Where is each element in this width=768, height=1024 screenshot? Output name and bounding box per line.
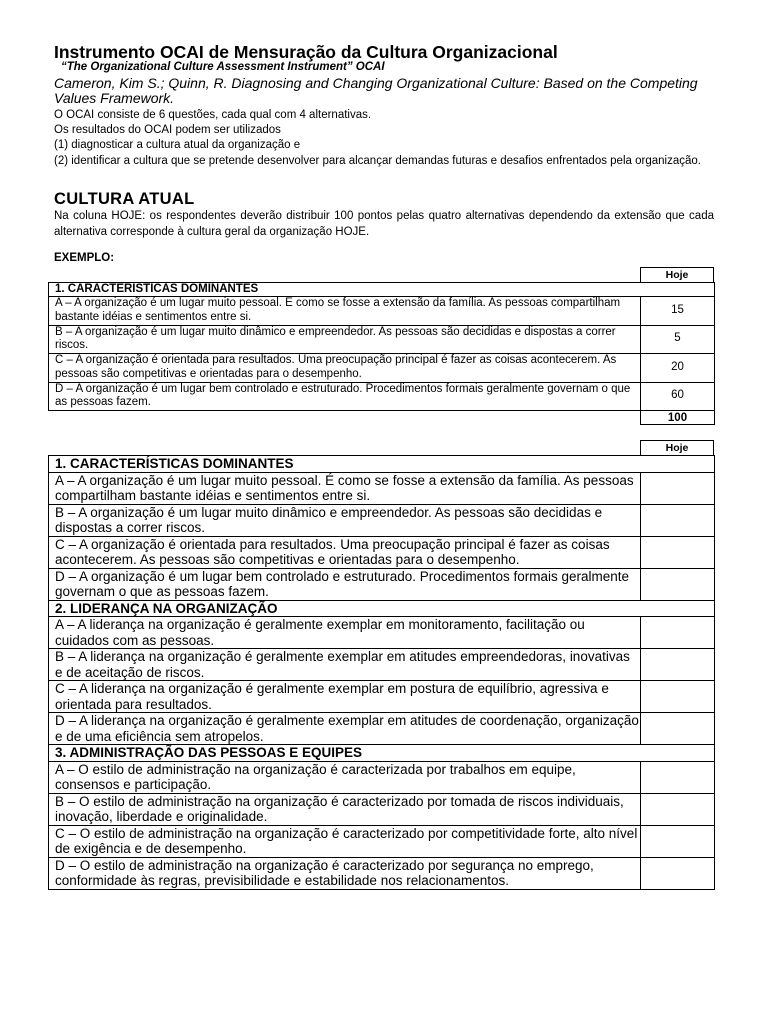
question-item-text: D – A organização é um lugar bem controlado e estruturado. Procedimentos formais geralmente governam o que as pessoas fazem. (49, 568, 641, 600)
question-row (49, 761, 715, 793)
example-total: 100 (641, 411, 715, 425)
question-row (49, 504, 715, 536)
example-item-score: 5 (641, 325, 715, 354)
intro-line: (1) diagnosticar a cultura atual da organização e (54, 139, 301, 152)
intro-line: (2) identificar a cultura que se pretende desenvolver para alcançar demandas futuras e desafios enfrentados pela organização. (54, 154, 701, 167)
hoje-score-cell[interactable] (641, 649, 715, 681)
question-row (49, 857, 715, 889)
example-row (49, 382, 715, 411)
question-section-title: 3. ADMINISTRAÇÃO DAS PESSOAS E EQUIPES (49, 745, 715, 762)
question-row (49, 617, 715, 649)
intro-line: Os resultados do OCAI podem ser utilizados (54, 124, 281, 137)
question-item-text: C – O estilo de administração na organização é caracterizado por competitividade forte, alto nível de exigência e de desempenho. (49, 825, 641, 857)
question-item-text: B – O estilo de administração na organização é caracterizado por tomada de riscos individuais, inovação, liberdade e originalidade. (49, 793, 641, 825)
example-item-score: 15 (641, 297, 715, 326)
example-row (49, 354, 715, 383)
hoje-score-cell[interactable] (641, 504, 715, 536)
question-section-title: 1. CARACTERÍSTICAS DOMINANTES (49, 456, 715, 473)
example-item-score: 20 (641, 354, 715, 383)
questionnaire-hoje-header: Hoje (640, 440, 714, 456)
instructions: Na coluna HOJE: os respondentes deverão distribuir 100 pontos pelas quatro alternativas dependendo da extensão que cada alternativa corresponde à cultura geral da organização HOJE. (54, 210, 714, 238)
example-section-title: 1. CARACTERÍSTICAS DOMINANTES (49, 283, 715, 297)
question-item-text: B – A liderança na organização é geralmente exemplar em atitudes empreendedoras, inovativas e de aceitação de riscos. (49, 649, 641, 681)
example-total-spacer (49, 411, 641, 425)
example-row (49, 325, 715, 354)
example-item-text: A – A organização é um lugar muito pessoal. E como se fosse a extensão da família. As pessoas compartilham bastante idéias e sentimentos entre si. (49, 297, 641, 326)
intro-paragraph (54, 108, 716, 169)
question-row (49, 713, 715, 745)
section-heading: CULTURA ATUAL (54, 190, 195, 208)
hoje-score-cell[interactable] (641, 536, 715, 568)
hoje-score-cell[interactable] (641, 568, 715, 600)
question-row (49, 568, 715, 600)
hoje-score-cell[interactable] (641, 681, 715, 713)
question-item-text: C – A organização é orientada para resultados. Uma preocupação principal é fazer as coisas acontecerem. As pessoas são competitivas e orientadas para o desempenho. (49, 536, 641, 568)
question-item-text: A – A organização é um lugar muito pessoal. É como se fosse a extensão da família. As pessoas compartilham bastante idéias e sentimentos entre si. (49, 472, 641, 504)
hoje-score-cell[interactable] (641, 617, 715, 649)
example-hoje-header: Hoje (640, 267, 714, 283)
citation: Cameron, Kim S.; Quinn, R. Diagnosing and Changing Organizational Culture: Based on the Competing Values Framework. (54, 75, 698, 106)
question-row (49, 649, 715, 681)
question-row (49, 536, 715, 568)
question-item-text: B – A organização é um lugar muito dinâmico e empreendedor. As pessoas são decididas e dispostas a correr riscos. (49, 504, 641, 536)
question-item-text: A – A liderança na organização é geralmente exemplar em monitoramento, facilitação ou cuidados com as pessoas. (49, 617, 641, 649)
example-label: EXEMPLO: (54, 252, 115, 264)
example-item-text: D – A organização é um lugar bem controlado e estruturado. Procedimentos formais geralmente governam o que as pessoas fazem. (49, 382, 641, 411)
hoje-score-cell[interactable] (641, 713, 715, 745)
document-title: Instrumento OCAI de Mensuração da Cultura Organizacional (54, 42, 558, 62)
question-item-text: A – O estilo de administração na organização é caracterizada por trabalhos em equipe, consensos e participação. (49, 761, 641, 793)
question-row (49, 793, 715, 825)
example-item-score: 60 (641, 382, 715, 411)
question-row (49, 681, 715, 713)
example-item-text: B – A organização é um lugar muito dinâmico e empreendedor. As pessoas são decididas e dispostas a correr riscos. (49, 325, 641, 354)
example-item-text: C – A organização é orientada para resultados. Uma preocupação principal é fazer as coisas acontecerem. As pessoas são competitivas e orientadas para o desempenho. (49, 354, 641, 383)
hoje-score-cell[interactable] (641, 793, 715, 825)
questionnaire-table (48, 455, 715, 890)
question-section-title: 2. LIDERANÇA NA ORGANIZAÇÃO (49, 600, 715, 617)
question-item-text: D – O estilo de administração na organização é caracterizado por segurança no emprego, conformidade às regras, previsibilidade e estabilidade nos relacionamentos. (49, 857, 641, 889)
example-table (48, 282, 715, 425)
hoje-score-cell[interactable] (641, 472, 715, 504)
question-row (49, 472, 715, 504)
document-subtitle: “The Organizational Culture Assessment Instrument” OCAI (61, 61, 385, 73)
example-row (49, 297, 715, 326)
intro-line: O OCAI consiste de 6 questões, cada qual com 4 alternativas. (54, 109, 372, 121)
question-item-text: D – A liderança na organização é geralmente exemplar em atitudes de coordenação, organização e de uma eficiência sem atropelos. (49, 713, 641, 745)
hoje-score-cell[interactable] (641, 825, 715, 857)
question-item-text: C – A liderança na organização é geralmente exemplar em postura de equilíbrio, agressiva e orientada para resultados. (49, 681, 641, 713)
question-row (49, 825, 715, 857)
hoje-score-cell[interactable] (641, 761, 715, 793)
hoje-score-cell[interactable] (641, 857, 715, 889)
